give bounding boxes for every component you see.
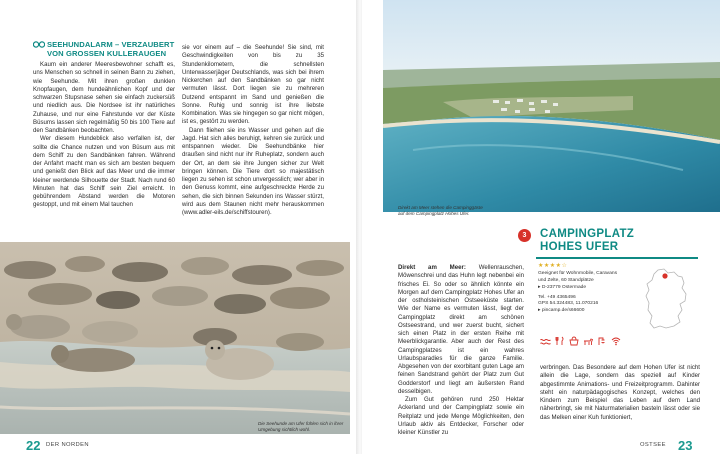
title-rule <box>536 257 698 259</box>
section-title-line1: SEEHUNDALARM – VERZAUBERT <box>47 40 175 49</box>
caption-line: Umgebung sichtlich wohl. <box>258 426 311 432</box>
caption-line: auf dem Campingplatz Hohes Ufer. <box>398 210 470 216</box>
campground-title-line2: HOHES UFER <box>540 241 619 253</box>
text-column-b <box>540 364 700 422</box>
aerial-photo-caption <box>398 205 518 217</box>
address-line: ▸ D-23779 Ostermade <box>538 285 587 291</box>
paragraph: sie vor einem auf – die Seehunde! Sie sind, mit Geschwindigkeiten von bis zu 35 Stundenkilometern, die schnellsten Unterwasserjäger Deutschlands, was sich bei ihrem Nickerchen auf den Sandbänken so gar nicht vermuten lässt. Dort liegen sie zu mehreren Dutzend entspannt im Sand und genießen die Sonne. Ruhig und sonnig ist ihre liebste Kombination. Was sie hingegen so gar nicht mögen, ist es, gestört zu werden. <box>182 44 324 126</box>
binoculars-icon <box>33 40 45 48</box>
gps-line: GPS 54.324483, 11.070216 <box>538 301 599 307</box>
website-link[interactable]: ▸ pincamp.de/s66600 <box>538 308 585 314</box>
paragraph: Zum Gut gehören rund 250 Hektar Ackerland und der Campingplatz sowie ein Reitplatz und jede Menge Möglichkeiten, den Urlaub aktiv als Entdecker, Forscher oder kleiner Künstler zu <box>398 396 524 436</box>
paragraph: Dann fliehen sie ins Wasser und gehen auf die Jagd. Hat sich alles beruhigt, kehren sie zurück und entspannen wieder. Die Seehundbänke hier draußen sind nicht nur ihr Ruheplatz, sondern auch der Ort, an dem sie ihre Jungen sicher zur Welt bringen können. Die Tiere dort so majestätisch liegen zu sehen ist schon unvergesslich; wer aber in den Genuss kommt, eine aufgeschreckte Herde zu sehen, die sich binnen Sekunden ins Wasser stürzt, wird aus dem Staunen nicht mehr herauskommen (www.adler-eils.de/schiffstouren). <box>182 126 324 216</box>
lead-in: Direkt am Meer: <box>398 264 466 271</box>
phone-line: Tel. +49 4365496 <box>538 294 576 300</box>
campground-title-line1: CAMPINGPLATZ <box>540 228 635 240</box>
seals-photo <box>0 242 350 434</box>
wave-icon <box>540 336 551 346</box>
paragraph: Wer diesem Hundeblick also verfallen ist, der sollte die Chance nutzen und von Büsum aus mit dem Schiff zu den Sandbänken fahren. Während der Anfahrt macht man es sich am besten bequem und genießt den Blick auf das Meer und die immer kleiner werdende Silhouette der Stadt. Nach rund 60 Minuten hat das Schiff sein Ziel erreicht. In gebührendem Abstand werden die Motoren gestoppt, und mit einem Mal tauchen <box>33 135 175 209</box>
text-column-1 <box>33 61 175 210</box>
caption-line: Direkt am Meer stehen die Campinggäste <box>398 205 483 210</box>
info-line: und Zelte, 60 Standplätze <box>538 277 594 283</box>
section-heading <box>33 40 178 58</box>
caption-line: Die Seehunde am Ufer fühlen sich in ihrer <box>258 421 344 426</box>
dog-icon <box>583 336 593 346</box>
page-number: 23 <box>678 438 693 453</box>
aerial-illustration <box>383 0 720 212</box>
star-rating: ★★★★☆ <box>538 263 568 269</box>
paragraph: Kaum ein anderer Meeresbewohner schafft es, uns Menschen so schnell in seinen Bann zu ziehen, wie Seehunde. Mit ihren großen dunklen Knopfaugen, dem hundeähnlichen Kopf und der schwarzen Stupsnase sehen sie einfach zuckersüß und niedlich aus. Die Nordsee ist ihr natürliches Zuhause, und nur eine Fahrstunde vor der Küste Büsums lassen sich regelmäßig 50 bis 100 Tiere auf den Sandbänken beobachten. <box>33 61 175 134</box>
page-number: 22 <box>26 438 41 453</box>
running-head: DER NORDEN <box>46 442 89 448</box>
shower-icon <box>597 336 607 346</box>
seals-illustration <box>0 242 350 434</box>
seals-photo-caption <box>258 421 353 433</box>
shop-icon <box>569 336 579 346</box>
restaurant-icon <box>555 336 565 346</box>
running-head: OSTSEE <box>640 442 666 448</box>
text-column-a <box>398 264 524 437</box>
aerial-campground-photo <box>383 0 720 212</box>
wifi-icon <box>611 336 621 346</box>
section-title-line2: VON GROSSEN KULLERAUGEN <box>47 49 167 58</box>
paragraph <box>398 264 524 396</box>
amenity-icons <box>540 335 621 347</box>
entry-number-badge: 3 <box>518 229 531 242</box>
info-box <box>538 263 638 315</box>
text-column-2 <box>182 44 324 217</box>
germany-map-icon <box>640 268 690 330</box>
paragraph-text: Wellenrauschen, Möwenschrei und das Huhn legt nebenbei ein frisches Ei. So oder so ähnlich könnte ein Morgen auf dem Campingplatz Hohes Ufer an der ostholsteinischen Ostseeküste starten. Wie der Name es vermuten lässt, liegt der Campingplatz direkt am schönen Ostseestrand, und wer zuerst bucht, sichert sich einen Platz in der ersten Reihe mit Meerblickgarantie. Aber auch der Rest des Campingplatzes ist ein wahres Urlaubsparadies für die ganze Familie. Abgesehen von der exorbitant guten Lage am feinen Sandstrand gehört der Platz zum Gut Godderstorf und liegt am äußersten Rand desselbigen. <box>398 264 524 395</box>
campground-title <box>540 228 634 254</box>
left-page <box>0 0 358 454</box>
info-line: Geeignet für Wohnmobile, Caravans <box>538 271 618 277</box>
paragraph: verbringen. Das Besondere auf dem Hohen Ufer ist nicht allein die Lage, sondern das speziell auf Kinder abgestimmte Animations- und Freizeitprogramm. Dahinter steht ein naturpädagogisches Konzept, welches den Kindern zum Beispiel das Leben auf dem Land näherbringt, sie mit Naturmaterialien basteln lässt oder sie das Melken einer Kuh funktioniert, <box>540 364 700 421</box>
